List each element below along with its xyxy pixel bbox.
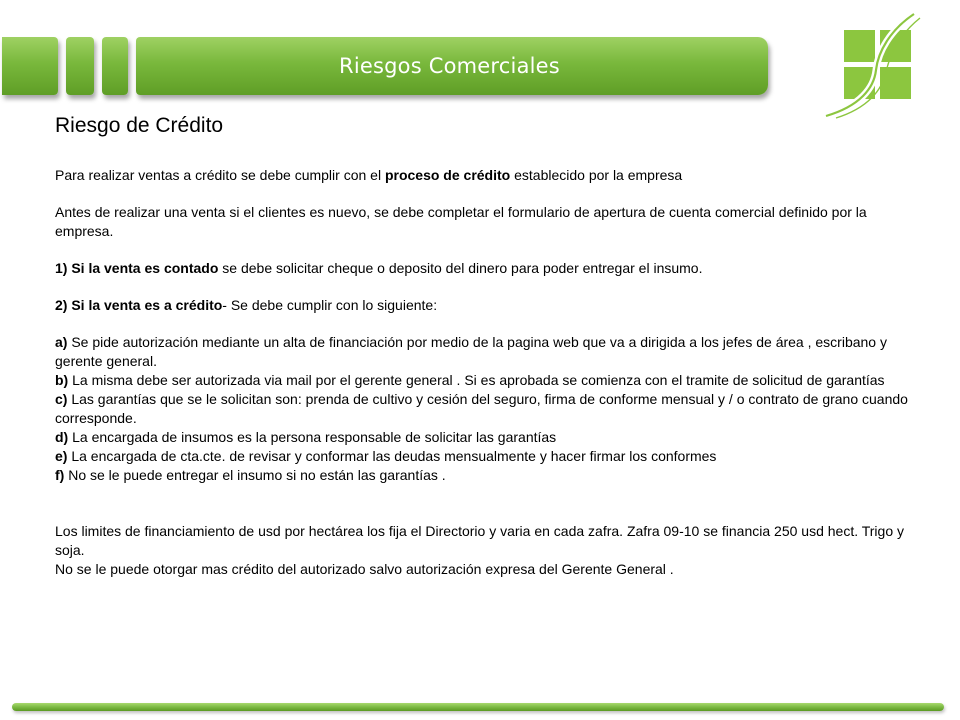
requirement-letter: e) [55, 448, 68, 464]
requirement-text: La misma debe ser autorizada via mail por el gerente general . Si es aprobada se comienza con el tramite de solicitud de garantías [68, 372, 885, 388]
requirement-text: Las garantías que se le solicitan son: prenda de cultivo y cesión del seguro, firma de conforme mensual y / o contrato de grano cuando corresponde. [55, 391, 908, 426]
credit-sale-paragraph [55, 296, 915, 315]
cash-sale-paragraph [55, 259, 915, 278]
intro-paragraph [55, 166, 915, 185]
header-title-bar [136, 37, 768, 95]
intro-bold-term: proceso de crédito [384, 167, 511, 183]
cash-sale-text: se debe solicitar cheque o deposito del dinero para poder entregar el insumo. [218, 260, 703, 276]
requirement-letter: f) [55, 467, 65, 483]
requirement-item-e [55, 447, 915, 466]
requirement-text: No se le puede entregar el insumo si no están las garantías . [64, 467, 446, 483]
authorization-paragraph: No se le puede otorgar mas crédito del autorizado salvo autorización expresa del Gerente General . [55, 561, 674, 577]
financing-limits-paragraph: Los limites de financiamiento de usd por hectárea los fija el Directorio y varia en cada zafra. Zafra 09-10 se financia 250 usd hect. Trigo y soja. [55, 523, 905, 558]
requirement-text: La encargada de cta.cte. de revisar y conformar las deudas mensualmente y hacer firmar los conformes [67, 448, 717, 464]
requirement-item-a [55, 333, 915, 371]
footer-divider [12, 703, 944, 711]
requirement-letter: b) [55, 372, 69, 388]
header-title: Riesgos Comerciales [339, 54, 560, 78]
requirement-item-f [55, 466, 915, 485]
cash-sale-label: 1) Si la venta es contado [55, 260, 219, 276]
requirement-text: Se pide autorización mediante un alta de financiación por medio de la pagina web que va a dirigida a los jefes de área , escribano y gerente general. [55, 334, 887, 369]
intro-text-end: establecido por la empresa [510, 167, 683, 183]
intro-text-start: Para realizar ventas a crédito se debe cumplir con el [55, 167, 385, 183]
slide-heading: Riesgo de Crédito [55, 114, 224, 137]
requirement-item-b [55, 371, 915, 390]
credit-sale-text: - Se debe cumplir con lo siguiente: [222, 297, 438, 313]
requirement-item-c [55, 390, 915, 428]
requirement-letter: c) [55, 391, 68, 407]
company-logo-icon [820, 12, 952, 120]
requirement-letter: d) [55, 429, 69, 445]
header-bar-segment-1 [2, 37, 58, 95]
requirement-item-d [55, 428, 915, 447]
slide-body [55, 166, 915, 579]
header-bar-segment-3 [102, 37, 128, 95]
requirement-letter: a) [55, 334, 68, 350]
new-client-paragraph: Antes de realizar una venta si el clientes es nuevo, se debe completar el formulario de apertura de cuenta comercial definido por la empresa. [55, 204, 867, 239]
header-bar-segment-2 [66, 37, 94, 95]
credit-sale-label: 2) Si la venta es a crédito [55, 297, 223, 313]
requirement-text: La encargada de insumos es la persona responsable de solicitar las garantías [68, 429, 557, 445]
